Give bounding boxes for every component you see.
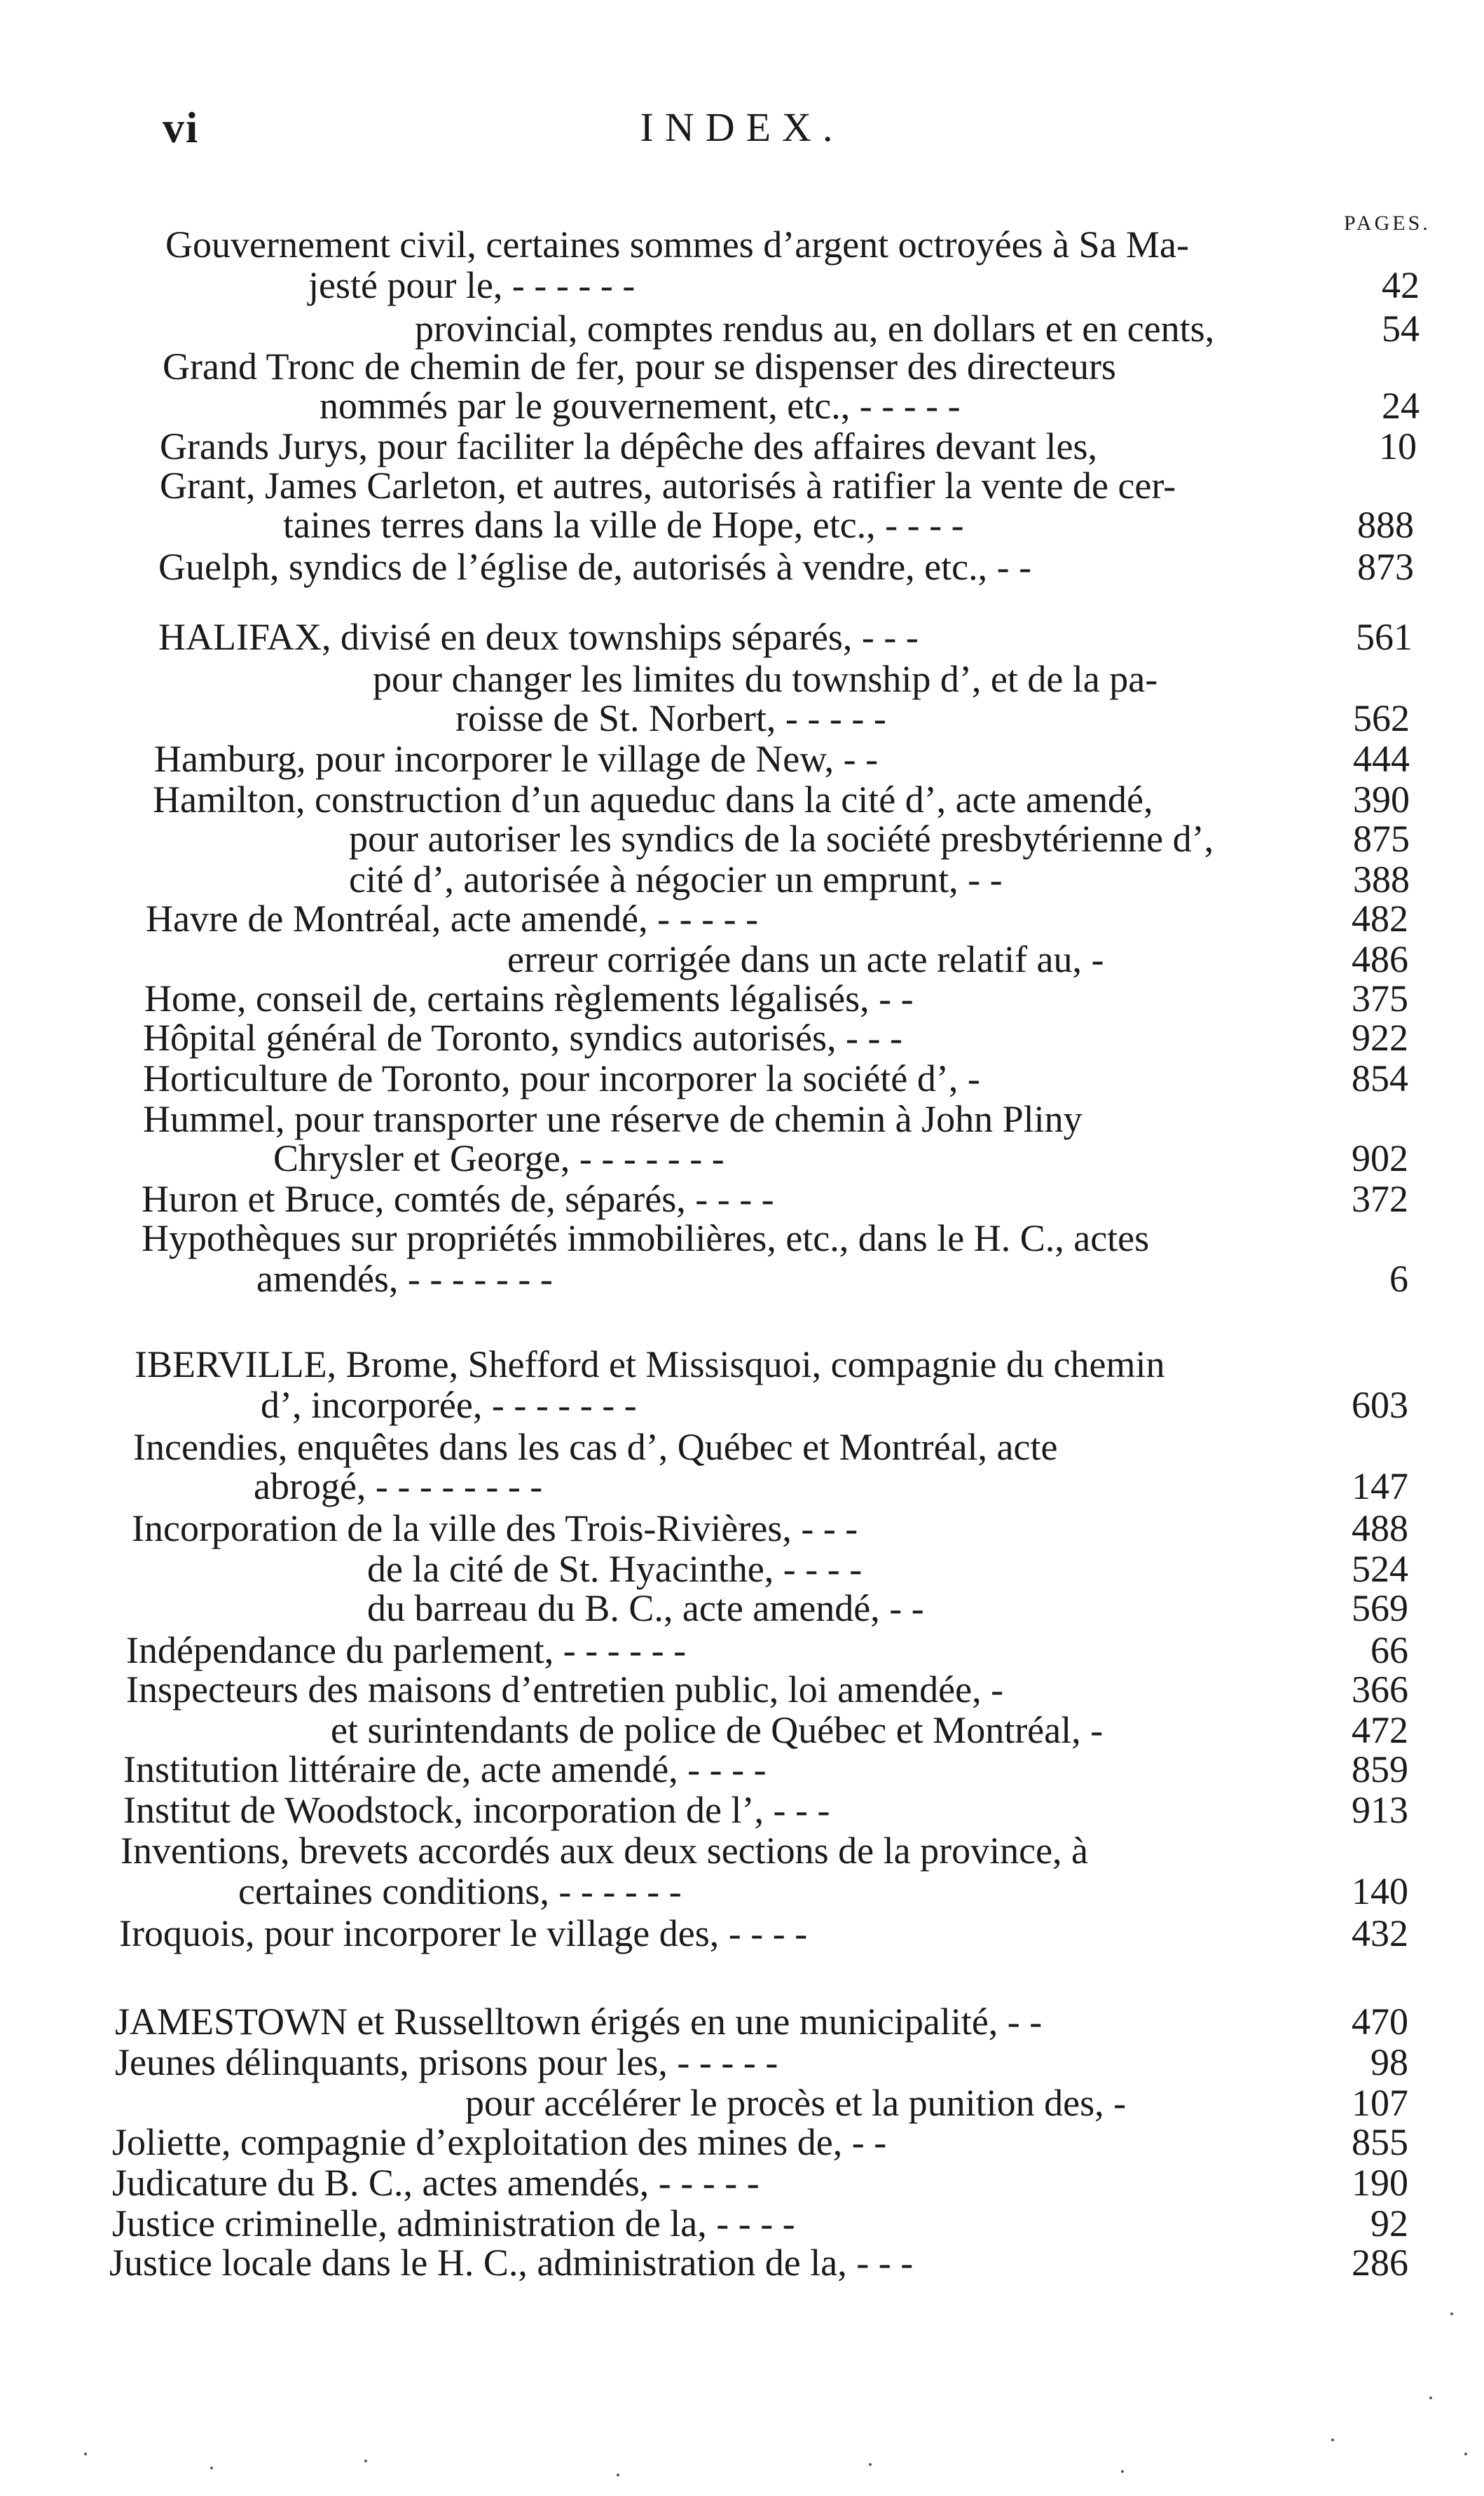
index-entry (367, 1588, 1408, 1628)
index-entry (143, 1058, 1408, 1099)
entry-text: nommés par le gouvernement, etc., - - - - - (320, 385, 961, 427)
index-entry (112, 2203, 1408, 2244)
index-entry (261, 1385, 1408, 1425)
index-entry (126, 1669, 1408, 1710)
index-entry (154, 739, 1410, 779)
entry-text: taines terres dans la ville de Hope, etc., - - - - (283, 504, 964, 546)
entry-text: Incorporation de la ville des Trois-Rivières, - - - (132, 1507, 858, 1549)
index-entry (349, 859, 1410, 900)
entry-text: roisse de St. Norbert, - - - - - (455, 697, 886, 739)
index-entry (256, 1259, 1408, 1299)
scan-speck (1331, 2439, 1334, 2441)
entry-text: de la cité de St. Hyacinthe, - - - - (367, 1548, 863, 1590)
entry-text: abrogé, - - - - - - - - (254, 1465, 543, 1507)
entry-text: Judicature du B. C., actes amendés, - - - - - (112, 2162, 760, 2204)
index-entry (254, 1466, 1408, 1507)
entry-text: jesté pour le, - - - - - - (308, 264, 635, 306)
index-entry (455, 698, 1410, 739)
entry-page: 562 (1353, 697, 1410, 739)
entry-text: IBERVILLE, Brome, Shefford et Missisquoi, compagnie du chemin (135, 1343, 1165, 1385)
entry-page: 873 (1357, 546, 1414, 588)
entry-page: 42 (1382, 264, 1420, 306)
index-entry (507, 939, 1408, 980)
entry-text: Justice criminelle, administration de la, - - - - (112, 2202, 795, 2244)
index-entry (135, 1344, 1408, 1385)
entry-text: HALIFAX, divisé en deux townships séparés, - - - (158, 616, 919, 658)
entry-text: erreur corrigée dans un acte relatif au, - (507, 938, 1104, 980)
index-entry (320, 385, 1420, 426)
entry-text: Joliette, compagnie d’exploitation des mines de, - - (112, 2121, 887, 2163)
scan-speck (1450, 2312, 1453, 2315)
scan-speck (1429, 2396, 1432, 2399)
entry-page: 147 (1352, 1465, 1408, 1507)
entry-text: pour autoriser les syndics de la société presbytérienne d’, (349, 818, 1214, 860)
entry-page: 372 (1352, 1178, 1408, 1220)
index-entry (115, 2001, 1408, 2042)
entry-page: 107 (1352, 2082, 1408, 2124)
entry-text: Hamburg, pour incorporer le village de New, - - (154, 738, 879, 780)
index-entry (115, 2042, 1408, 2083)
entry-page: 603 (1352, 1384, 1408, 1426)
entry-text: amendés, - - - - - - - (256, 1258, 553, 1300)
entry-text: et surintendants de police de Québec et Montréal, - (331, 1709, 1104, 1751)
entry-text: Gouvernement civil, certaines sommes d’argent octroyées à Sa Ma- (165, 224, 1190, 266)
entry-page: 66 (1370, 1629, 1408, 1671)
index-entry (142, 1218, 1408, 1259)
index-entry (163, 346, 1417, 387)
entry-page: 854 (1352, 1057, 1408, 1099)
index-entry (112, 2162, 1408, 2203)
index-entry (160, 426, 1417, 467)
entry-text: Grand Tronc de chemin de fer, pour se dispenser des directeurs (163, 345, 1116, 388)
index-entry (238, 1871, 1408, 1912)
entry-text: cité d’, autorisée à négocier un emprunt, - - (349, 858, 1003, 900)
entry-page: 913 (1352, 1789, 1408, 1831)
entry-text: Horticulture de Toronto, pour incorporer la société d’, - (143, 1057, 980, 1099)
entry-text: Incendies, enquêtes dans les cas d’, Québec et Montréal, acte (133, 1426, 1058, 1468)
entry-text: Indépendance du parlement, - - - - - - (126, 1629, 687, 1671)
entry-page: 472 (1352, 1709, 1408, 1751)
entry-text: Chrysler et George, - - - - - - - (273, 1137, 724, 1179)
index-entry (465, 2083, 1408, 2123)
index-entry (367, 1549, 1408, 1589)
entry-text: Institution littéraire de, acte amendé, - - - - (123, 1748, 767, 1790)
index-entry (273, 1138, 1408, 1179)
index-entry (158, 617, 1413, 657)
entry-text: Hamilton, construction d’un aqueduc dans la cité d’, acte amendé, (153, 779, 1153, 821)
entry-page: 98 (1370, 2041, 1408, 2083)
scan-speck (1464, 2453, 1467, 2455)
page-title: INDEX. (640, 104, 844, 150)
entry-page: 375 (1352, 978, 1408, 1020)
entry-page: 922 (1352, 1017, 1408, 1059)
entry-text: JAMESTOWN et Russelltown érigés en une municipalité, - - (115, 2001, 1043, 2043)
entry-text: Justice locale dans le H. C., administration de la, - - - (109, 2242, 914, 2284)
index-entry (158, 547, 1414, 587)
index-entry (123, 1749, 1408, 1790)
scan-speck (210, 2467, 213, 2469)
index-entry (132, 1508, 1408, 1549)
entry-page: 6 (1389, 1258, 1408, 1300)
entry-page: 388 (1353, 858, 1410, 900)
page-number: vi (163, 104, 200, 152)
index-entry (121, 1830, 1408, 1871)
entry-page: 875 (1353, 818, 1410, 860)
entry-text: Inspecteurs des maisons d’entretien public, loi amendée, - (126, 1668, 1004, 1710)
entry-page: 470 (1352, 2001, 1408, 2043)
index-entry (112, 2122, 1408, 2162)
index-entry (144, 978, 1408, 1019)
entry-page: 855 (1352, 2121, 1408, 2163)
entry-text: certaines conditions, - - - - - - (238, 1870, 682, 1912)
entry-page: 10 (1379, 425, 1417, 467)
index-entry (331, 1710, 1408, 1750)
entry-text: d’, incorporée, - - - - - - - (261, 1384, 637, 1426)
entry-page: 190 (1352, 2162, 1408, 2204)
entry-page: 92 (1370, 2202, 1408, 2244)
entry-text: Iroquois, pour incorporer le village des, - - - - (119, 1912, 808, 1954)
entry-text: Havre de Montréal, acte amendé, - - - - - (146, 898, 759, 940)
entry-text: Grant, James Carleton, et autres, autorisés à ratifier la vente de cer- (160, 465, 1176, 507)
index-entry (133, 1427, 1408, 1467)
index-entry (165, 224, 1420, 265)
entry-text: pour changer les limites du township d’, et de la pa- (373, 658, 1158, 700)
entry-page: 366 (1352, 1668, 1408, 1710)
index-entry (308, 265, 1420, 306)
pages-column-heading: PAGES. (1344, 212, 1431, 235)
index-entry (153, 779, 1410, 820)
entry-page: 140 (1352, 1870, 1408, 1912)
index-entry (146, 898, 1408, 939)
scan-speck (1121, 2470, 1124, 2473)
entry-page: 569 (1352, 1587, 1408, 1629)
entry-page: 859 (1352, 1748, 1408, 1790)
entry-text: Hummel, pour transporter une réserve de chemin à John Pliny (143, 1098, 1083, 1140)
index-entry (143, 1017, 1408, 1058)
index-entry (119, 1913, 1408, 1954)
entry-text: Jeunes délinquants, prisons pour les, - - - - - (115, 2041, 778, 2083)
index-entry (415, 308, 1420, 349)
entry-text: Inventions, brevets accordés aux deux sections de la province, à (121, 1830, 1089, 1872)
entry-text: Huron et Bruce, comtés de, séparés, - - - - (142, 1178, 774, 1220)
index-entry (283, 505, 1414, 545)
entry-page: 482 (1352, 898, 1408, 940)
entry-text: pour accélérer le procès et la punition des, - (465, 2082, 1127, 2124)
entry-page: 888 (1357, 504, 1414, 546)
index-entry (126, 1630, 1408, 1671)
entry-text: Hypothèques sur propriétés immobilières, etc., dans le H. C., actes (142, 1217, 1150, 1259)
entry-text: Hôpital général de Toronto, syndics autorisés, - - - (143, 1017, 902, 1059)
scan-speck (84, 2453, 87, 2455)
index-entry (142, 1179, 1408, 1219)
entry-page: 561 (1356, 616, 1413, 658)
index-entry (123, 1790, 1408, 1830)
entry-text: Grands Jurys, pour faciliter la dépêche des affaires devant les, (160, 425, 1097, 467)
entry-text: Institut de Woodstock, incorporation de l’, - - - (123, 1789, 830, 1831)
index-entry (143, 1099, 1408, 1139)
scan-speck (364, 2460, 367, 2462)
entry-page: 286 (1352, 2242, 1408, 2284)
entry-page: 486 (1352, 938, 1408, 980)
entry-page: 54 (1382, 308, 1420, 350)
entry-page: 24 (1382, 385, 1420, 427)
entry-page: 902 (1352, 1137, 1408, 1179)
entry-page: 444 (1353, 738, 1410, 780)
entry-text: Home, conseil de, certains règlements légalisés, - - (144, 978, 914, 1020)
scan-speck (617, 2474, 619, 2476)
entry-page: 390 (1353, 779, 1410, 821)
index-entry (349, 818, 1410, 859)
scan-speck (869, 2463, 872, 2466)
entry-page: 524 (1352, 1548, 1408, 1590)
entry-text: Guelph, syndics de l’église de, autorisés à vendre, etc., - - (158, 546, 1032, 588)
index-entry (160, 465, 1417, 506)
index-entry (109, 2242, 1408, 2283)
entry-page: 432 (1352, 1912, 1408, 1954)
entry-text: provincial, comptes rendus au, en dollars et en cents, (415, 308, 1215, 350)
index-entry (373, 659, 1413, 699)
entry-text: du barreau du B. C., acte amendé, - - (367, 1587, 924, 1629)
entry-page: 488 (1352, 1507, 1408, 1549)
